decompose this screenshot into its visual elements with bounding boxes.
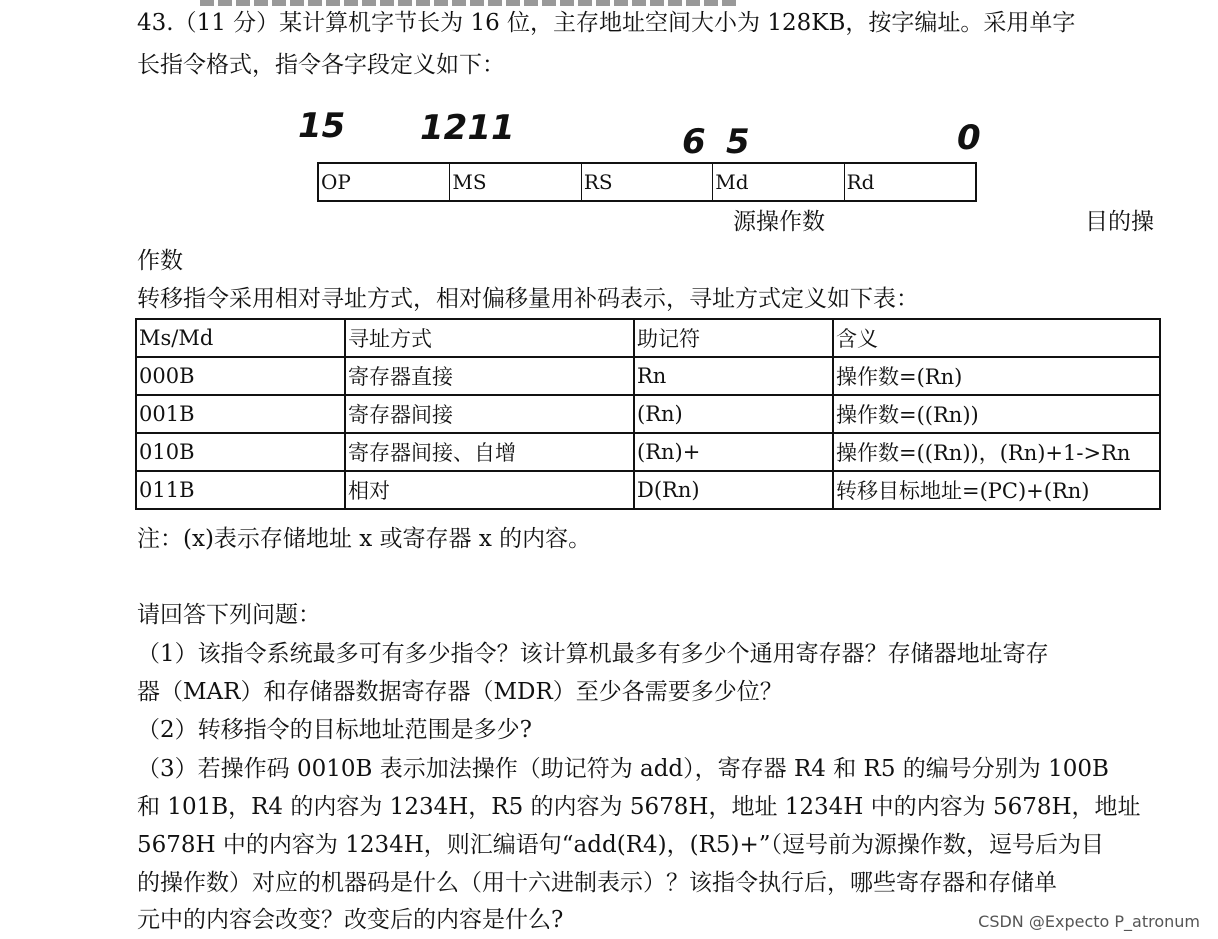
addressing-intro: 转移指令采用相对寻址方式，相对偏移量用补码表示，寻址方式定义如下表： — [137, 286, 919, 312]
handwritten-bit-15: 15 — [298, 106, 346, 146]
table-cell: (Rn)+ — [634, 433, 833, 471]
question-header: 43.（11 分）某计算机字节长为 16 位，主存地址空间大小为 128KB，按字编址。采用单字 — [137, 10, 1076, 36]
question-1: （1）该指令系统最多可有多少指令？该计算机最多有多少个通用寄存器？存储器地址寄存 — [137, 641, 1049, 667]
table-note: 注：(x)表示存储地址 x 或寄存器 x 的内容。 — [137, 526, 592, 552]
instruction-format-diagram — [317, 162, 977, 202]
col-header: 助记符 — [634, 319, 833, 357]
table-cell: 操作数=(Rn) — [833, 357, 1160, 395]
question-3-cont: 元中的内容会改变？改变后的内容是什么? — [137, 907, 564, 933]
table-header-row — [136, 319, 1160, 357]
table-cell: 010B — [136, 433, 345, 471]
question-1-cont: 器（MAR）和存储器数据寄存器（MDR）至少各需要多少位？ — [137, 679, 783, 705]
questions-prompt: 请回答下列问题： — [137, 602, 321, 628]
handwritten-bit-5: 5 — [726, 122, 750, 162]
table-cell: 转移目标地址=(PC)+(Rn) — [833, 471, 1160, 509]
question-3-cont: 和 101B，R4 的内容为 1234H，R5 的内容为 5678H，地址 1234H 中的内容为 5678H，地址 — [137, 794, 1141, 820]
col-header: 寻址方式 — [345, 319, 634, 357]
question-2: （2）转移指令的目标地址范围是多少? — [137, 717, 532, 743]
question-3: （3）若操作码 0010B 表示加法操作（助记符为 add），寄存器 R4 和 R5 的编号分别为 100B — [137, 756, 1109, 782]
handwritten-bit-6: 6 — [682, 122, 706, 162]
field-md: Md — [713, 164, 844, 200]
addressing-mode-table — [135, 318, 1161, 510]
csdn-watermark: CSDN @Expecto P_atronum — [978, 912, 1200, 931]
table-row — [136, 471, 1160, 509]
handwritten-bit-12-11: 1211 — [420, 108, 515, 148]
field-rd: Rd — [846, 170, 875, 194]
table-cell: Rn — [634, 357, 833, 395]
cropped-previous-line — [200, 0, 740, 6]
field-ms: MS — [450, 164, 581, 200]
handwritten-bit-0: 0 — [957, 118, 981, 158]
question-header-cont: 长指令格式，指令各字段定义如下： — [137, 52, 505, 78]
table-cell: 寄存器间接、自增 — [345, 433, 634, 471]
table-cell: 操作数=((Rn)) — [833, 395, 1160, 433]
table-cell: (Rn) — [634, 395, 833, 433]
table-cell: 寄存器直接 — [345, 357, 634, 395]
col-header: Ms/Md — [136, 319, 345, 357]
table-row — [136, 357, 1160, 395]
dest-operand-label-cont: 作数 — [137, 248, 183, 274]
question-3-cont: 的操作数）对应的机器码是什么（用十六进制表示）？该指令执行后，哪些寄存器和存储单 — [137, 870, 1057, 896]
field-op: OP — [319, 164, 450, 200]
table-row — [136, 395, 1160, 433]
table-cell: D(Rn) — [634, 471, 833, 509]
table-cell: 操作数=((Rn))，(Rn)+1->Rn — [833, 433, 1160, 471]
field-rs: RS — [582, 164, 713, 200]
table-row — [136, 433, 1160, 471]
table-cell: 000B — [136, 357, 345, 395]
col-header: 含义 — [833, 319, 1160, 357]
dest-operand-label: 目的操 — [1085, 209, 1154, 235]
table-cell: 011B — [136, 471, 345, 509]
table-cell: 相对 — [345, 471, 634, 509]
source-operand-label: 源操作数 — [733, 209, 825, 235]
table-cell: 001B — [136, 395, 345, 433]
question-3-cont: 5678H 中的内容为 1234H，则汇编语句“add(R4)，(R5)+”（逗号前为源操作数，逗号后为目 — [137, 832, 1105, 858]
table-cell: 寄存器间接 — [345, 395, 634, 433]
